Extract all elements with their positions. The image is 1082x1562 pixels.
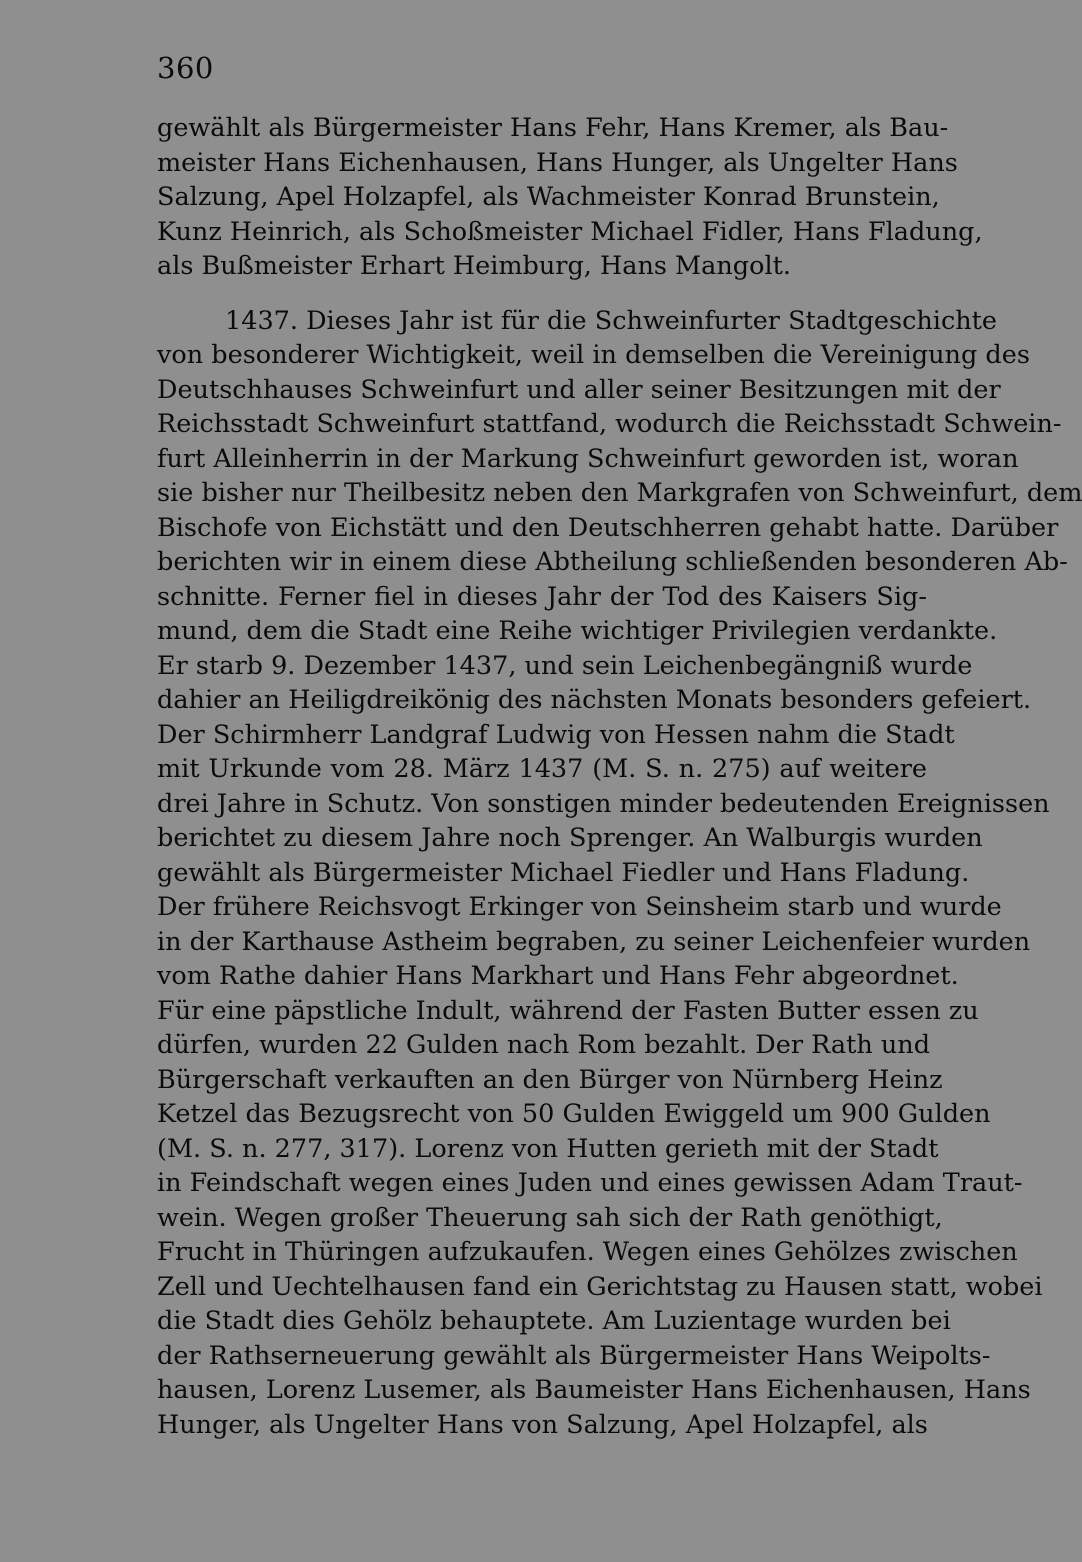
text-line: Er starb 9. Dezember 1437, und sein Leichenbegängniß wurde [157, 650, 973, 681]
text-line: Deutschhauses Schweinfurt und aller seiner Besitzungen mit der [157, 374, 1001, 405]
text-line: wein. Wegen großer Theuerung sah sich der Rath genöthigt, [157, 1202, 943, 1233]
text-line: Bischofe von Eichstätt und den Deutschherren gehabt hatte. Darüber [157, 512, 1059, 543]
text-line: Hunger, als Ungelter Hans von Salzung, Apel Holzapfel, als [157, 1409, 928, 1440]
text-line: mund, dem die Stadt eine Reihe wichtiger Privilegien verdankte. [157, 616, 998, 646]
page-number: 360 [157, 51, 214, 85]
text-line: berichten wir in einem diese Abtheilung schließenden besonderen Ab- [157, 547, 1068, 577]
paragraph-spacer [157, 284, 927, 304]
text-line: in Feindschaft wegen eines Juden und eines gewissen Adam Traut- [157, 1168, 1023, 1198]
page-text [157, 111, 1082, 1442]
text-line: vom Rathe dahier Hans Markhart und Hans Fehr abgeordnet. [157, 961, 959, 991]
text-line: Der frühere Reichsvogt Erkinger von Seinsheim starb und wurde [157, 892, 1002, 922]
text-line: Frucht in Thüringen aufzukaufen. Wegen eines Gehölzes zwischen [157, 1237, 1018, 1267]
text-line: hausen, Lorenz Lusemer, als Baumeister Hans Eichenhausen, Hans [157, 1375, 1031, 1405]
text-line: Zell und Uechtelhausen fand ein Gerichtstag zu Hausen statt, wobei [157, 1271, 1043, 1302]
text-line: drei Jahre in Schutz. Von sonstigen minder bedeutenden Ereignissen [157, 788, 1050, 819]
text-line: sie bisher nur Theilbesitz neben den Markgrafen von Schweinfurt, dem [157, 478, 1082, 508]
text-line: Kunz Heinrich, als Schoßmeister Michael Fidler, Hans Fladung, [157, 216, 983, 247]
text-line: von besonderer Wichtigkeit, weil in demselben die Vereinigung des [157, 340, 1030, 370]
text-line: als Bußmeister Erhart Heimburg, Hans Mangolt. [157, 251, 791, 281]
text-line: der Rathserneuerung gewählt als Bürgermeister Hans Weipolts- [157, 1340, 991, 1371]
text-line: dürfen, wurden 22 Gulden nach Rom bezahlt. Der Rath und [157, 1030, 931, 1060]
text-line: (M. S. n. 277, 317). Lorenz von Hutten gerieth mit der Stadt [157, 1133, 939, 1164]
paragraph-2 [157, 304, 1082, 1443]
text-line: dahier an Heiligdreikönig des nächsten Monats besonders gefeiert. [157, 685, 1032, 715]
text-line: Der Schirmherr Landgraf Ludwig von Hessen nahm die Stadt [157, 719, 955, 750]
text-line: Salzung, Apel Holzapfel, als Wachmeister Konrad Brunstein, [157, 182, 940, 212]
text-line: Ketzel das Bezugsrecht von 50 Gulden Ewiggeld um 900 Gulden [157, 1099, 991, 1129]
text-line: 1437. Dieses Jahr ist für die Schweinfurter Stadtgeschichte [225, 305, 997, 336]
text-line: in der Karthause Astheim begraben, zu seiner Leichenfeier wurden [157, 926, 1031, 957]
text-line: Für eine päpstliche Indult, während der Fasten Butter essen zu [157, 995, 979, 1026]
text-line: schnitte. Ferner fiel in dieses Jahr der Tod des Kaisers Sig- [157, 581, 927, 612]
text-line: mit Urkunde vom 28. März 1437 (M. S. n. 275) auf weitere [157, 754, 927, 784]
text-line: meister Hans Eichenhausen, Hans Hunger, als Ungelter Hans [157, 147, 958, 178]
text-line: furt Alleinherrin in der Markung Schweinfurt geworden ist, woran [157, 443, 1019, 474]
text-line: die Stadt dies Gehölz behauptete. Am Luzientage wurden bei [157, 1306, 951, 1336]
text-line: Reichsstadt Schweinfurt stattfand, wodurch die Reichsstadt Schwein- [157, 409, 1062, 439]
text-line: berichtet zu diesem Jahre noch Sprenger. An Walburgis wurden [157, 823, 983, 853]
paragraph-1 [157, 111, 983, 284]
text-line: gewählt als Bürgermeister Hans Fehr, Hans Kremer, als Bau- [157, 113, 949, 143]
text-line: gewählt als Bürgermeister Michael Fiedler und Hans Fladung. [157, 857, 970, 888]
text-line: Bürgerschaft verkauften an den Bürger von Nürnberg Heinz [157, 1064, 943, 1095]
